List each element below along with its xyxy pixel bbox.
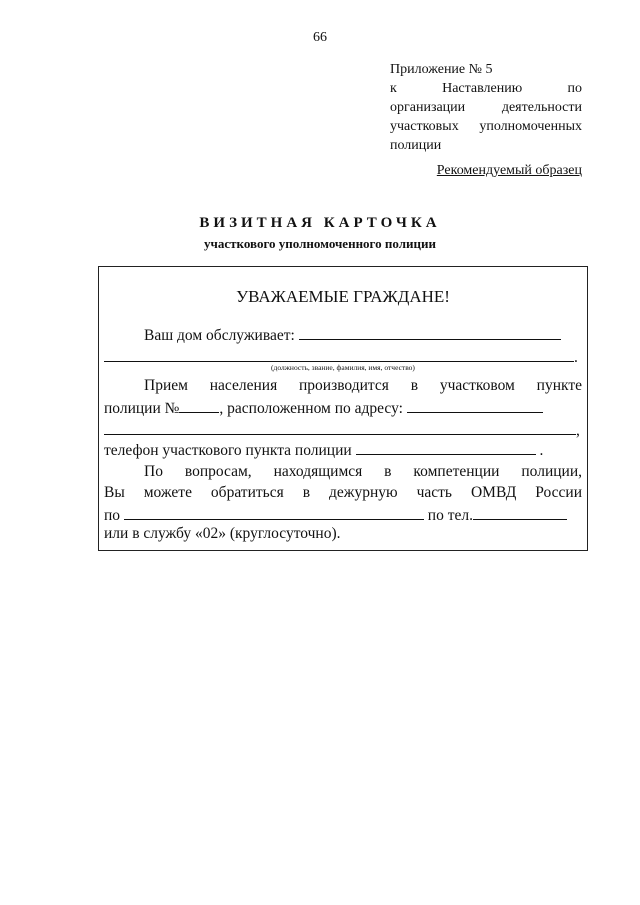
card-greeting: УВАЖАЕМЫЕ ГРАЖДАНЕ! bbox=[236, 287, 450, 306]
served-by-blank bbox=[299, 325, 561, 340]
appendix-po: по bbox=[567, 81, 582, 96]
tel-blank bbox=[473, 505, 567, 520]
served-by-blank-2 bbox=[104, 347, 574, 362]
business-card bbox=[98, 266, 588, 551]
page-number: 66 bbox=[313, 30, 327, 45]
appendix-block bbox=[390, 60, 582, 155]
police-number-blank bbox=[179, 398, 219, 413]
served-by-line bbox=[144, 325, 582, 345]
reception-line-1: Прием населения производится в участковом пункте bbox=[144, 377, 582, 394]
document-subtitle: участкового уполномоченного полиции bbox=[204, 236, 436, 251]
questions-line-3 bbox=[104, 505, 582, 525]
appendix-line-2 bbox=[390, 79, 582, 98]
appendix-line-1: Приложение № 5 bbox=[390, 62, 493, 77]
appendix-line-4: участковых уполномоченных bbox=[390, 119, 582, 134]
reception-line-3 bbox=[104, 420, 582, 440]
sample-label: Рекомендуемый образец bbox=[436, 163, 582, 178]
address-blank-2 bbox=[104, 420, 576, 435]
reception-line-2 bbox=[104, 398, 582, 418]
questions-line-2: Вы можете обратиться в дежурную часть ОМВД России bbox=[104, 484, 582, 501]
served-by-label: Ваш дом обслуживает: bbox=[144, 327, 295, 344]
address-blank-1 bbox=[407, 398, 543, 413]
phone-blank bbox=[356, 440, 536, 455]
reception-police-no: полиции № bbox=[104, 400, 180, 417]
address-comma: , bbox=[576, 422, 580, 439]
appendix-nastavleniyu: Наставлению bbox=[442, 81, 523, 96]
appendix-line-3: организации деятельности bbox=[390, 100, 582, 115]
appendix-k: к bbox=[390, 81, 397, 96]
phone-period: . bbox=[539, 442, 544, 459]
phone-line bbox=[104, 440, 582, 460]
served-by-period: . bbox=[574, 349, 578, 366]
po-tel-label: по тел. bbox=[427, 507, 473, 524]
po-label: по bbox=[104, 507, 121, 524]
department-blank bbox=[124, 505, 424, 520]
service-line: или в службу «02» (круглосуточно). bbox=[104, 525, 341, 542]
reception-address-label: , расположенном по адресу: bbox=[219, 400, 403, 417]
questions-line-1: По вопросам, находящимся в компетенции полиции, bbox=[144, 463, 582, 480]
served-by-hint: (должность, звание, фамилия, имя, отчество) bbox=[271, 363, 415, 372]
appendix-line-5: полиции bbox=[390, 138, 442, 153]
phone-label: телефон участкового пункта полиции bbox=[104, 442, 352, 459]
document-title: ВИЗИТНАЯ КАРТОЧКА bbox=[199, 215, 441, 231]
